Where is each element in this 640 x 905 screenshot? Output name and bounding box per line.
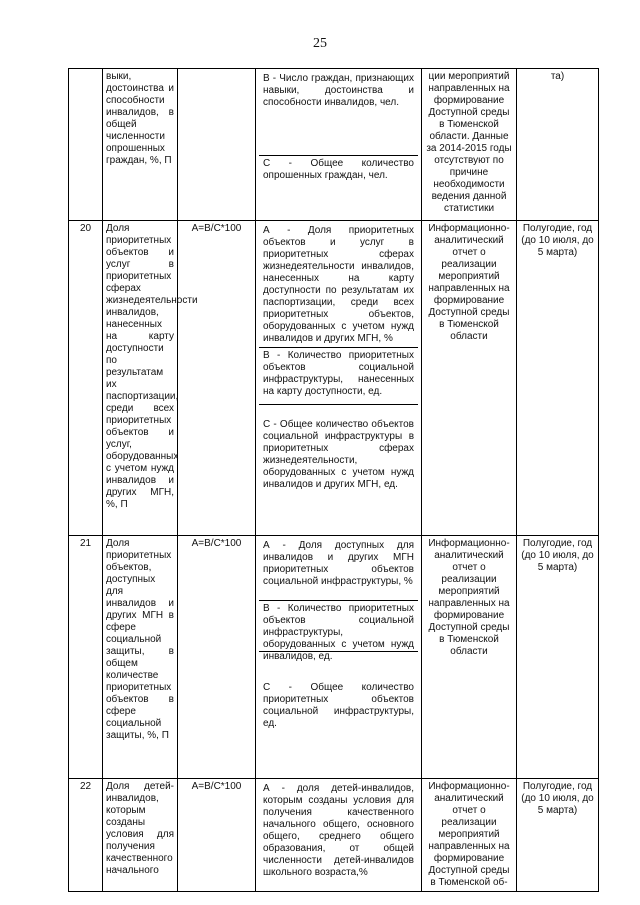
table-row xyxy=(69,69,599,221)
formula-components xyxy=(256,536,422,779)
component-a: А - доля детей-инвалидов, которым созданы условия для получения качественного начального общего, основного общего, среднего общего образования, от общей численности детей-инвалидов школьного возраста,% xyxy=(263,783,414,878)
data-source: Информационно-аналитический отчет о реализации мероприятий направленных на формирование Доступной среды в Тюменской области xyxy=(422,221,517,536)
component-a: А - Доля доступных для инвалидов и других МГН приоритетных объектов социальной инфраструктуры, % xyxy=(259,538,418,601)
reporting-period: Полугодие, год (до 10 июля, до 5 марта) xyxy=(517,779,599,892)
row-number: 22 xyxy=(69,779,103,892)
formula: A=B/C*100 xyxy=(178,221,256,536)
component-c: С - Общее количество объектов социальной инфраструктуры в приоритетных сферах жизнедеятельности, оборудованных с учетом нужд инвалидов и других МГН, ед. xyxy=(263,419,414,490)
indicators-table xyxy=(68,68,599,892)
row-number: 20 xyxy=(69,221,103,536)
indicator-name: Доля детей-инвалидов, которым созданы условия для получения качественного начального xyxy=(103,779,178,892)
data-source: Информационно-аналитический отчет о реализации мероприятий направленных на формирование Доступной среды в Тюменской области xyxy=(422,536,517,779)
formula: A=B/C*100 xyxy=(178,536,256,779)
reporting-period: Полугодие, год (до 10 июля, до 5 марта) xyxy=(517,536,599,779)
component-a: А - Доля приоритетных объектов и услуг в приоритетных сферах жизнедеятельности инвалидов, нанесенных на карту доступности по результатам их паспортизации, среди всех приоритетных объектов, оборудованных с учетом нужд инвалидов и других МГН, % xyxy=(259,223,418,348)
indicator-name: выки, достоинства и способности инвалидов, в общей численности опрошенных граждан, %, П xyxy=(103,69,178,221)
data-source: Информационно-аналитический отчет о реализации мероприятий направленных на формирование Доступной среды в Тюменской об- xyxy=(422,779,517,892)
table-row xyxy=(69,221,599,536)
table-row xyxy=(69,536,599,779)
formula-components xyxy=(256,221,422,536)
page-number: 25 xyxy=(313,36,327,51)
formula-components xyxy=(256,69,422,221)
component-c: С - Общее количество опрошенных граждан, чел. xyxy=(263,158,414,181)
data-source: ции мероприятий направленных на формирование Доступной среды в Тюменской области. Данные за 2014-2015 годы отсутствуют по причине необходимости ведения данной статистики xyxy=(422,69,517,221)
formula-components xyxy=(256,779,422,892)
table-row xyxy=(69,779,599,892)
reporting-period: Полугодие, год (до 10 июля, до 5 марта) xyxy=(517,221,599,536)
formula: A=B/C*100 xyxy=(178,779,256,892)
indicator-name: Доля приоритетных объектов, доступных для инвалидов и других МГН в сфере социальной защиты, в общем количестве приоритетных объектов в сфере социальной защиты, %, П xyxy=(103,536,178,779)
component-c: С - Общее количество приоритетных объектов социальной инфраструктуры, ед. xyxy=(263,682,414,729)
row-number: 21 xyxy=(69,536,103,779)
component-b: В - Количество приоритетных объектов социальной инфраструктуры, оборудованных с учетом нужд инвалидов, ед. xyxy=(259,601,418,652)
reporting-period: та) xyxy=(517,69,599,221)
formula xyxy=(178,69,256,221)
component-b: В - Число граждан, признающих навыки, достоинства и способности инвалидов, чел. xyxy=(259,71,418,156)
component-b: В - Количество приоритетных объектов социальной инфраструктуры, нанесенных на карту доступности, ед. xyxy=(259,348,418,405)
row-number xyxy=(69,69,103,221)
indicator-name: Доля приоритетных объектов и услуг в приоритетных сферах жизнедеятельности инвалидов, нанесенных на карту доступности по результатам их паспортизации, среди всех приоритетных объектов и услуг, оборудованных с учетом нужд инвалидов и других МГН, %, П xyxy=(103,221,178,536)
